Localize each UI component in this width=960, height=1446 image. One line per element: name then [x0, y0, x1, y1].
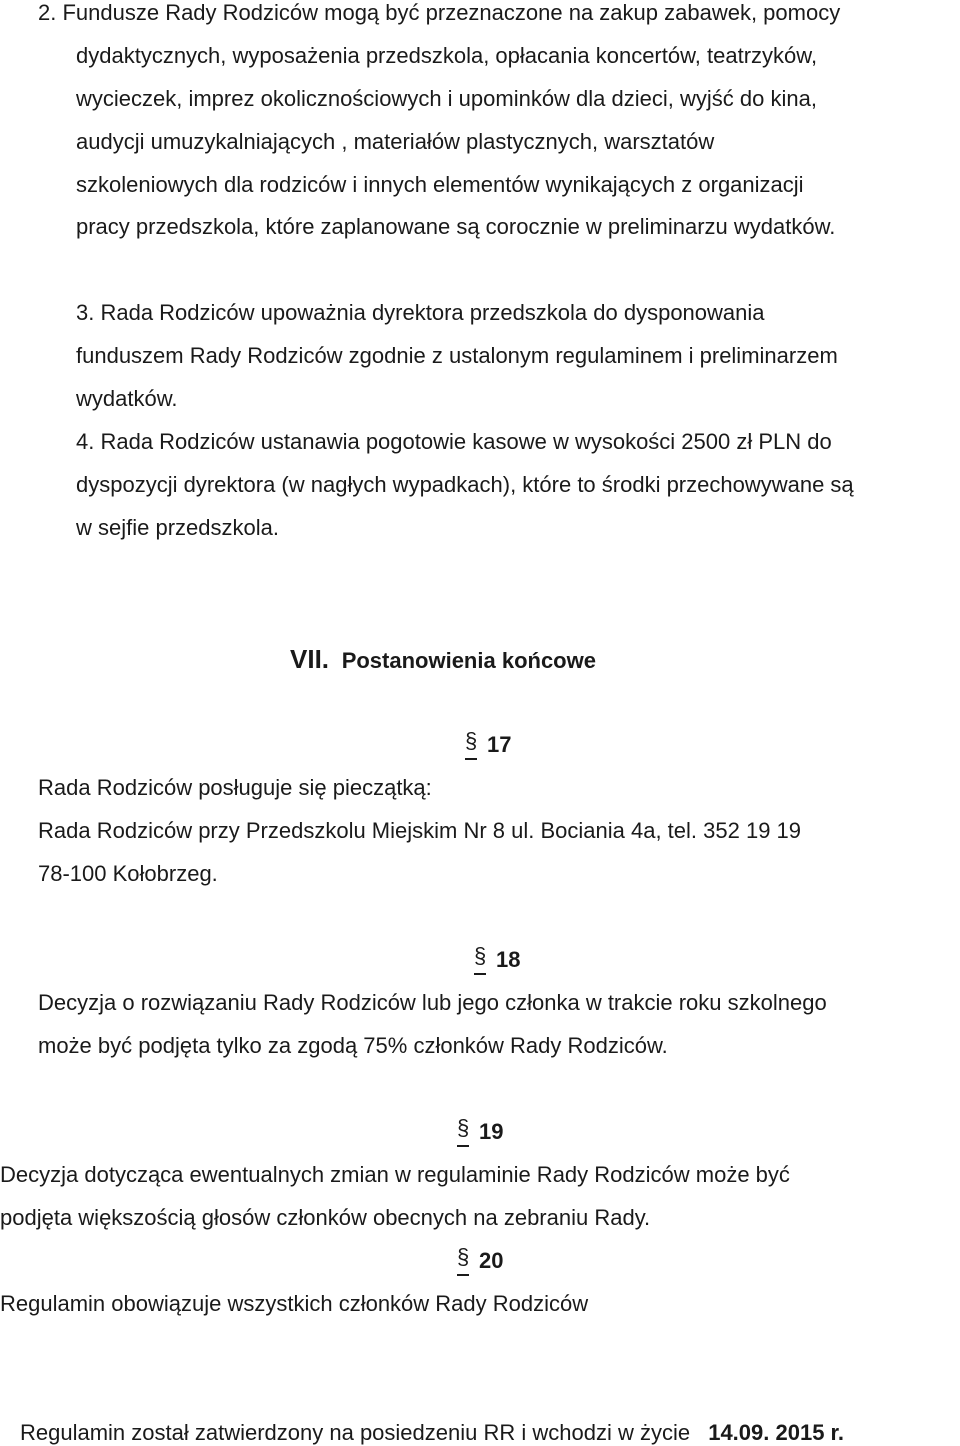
section-symbol-17: § [465, 728, 478, 753]
section-number-17: 17 [487, 732, 512, 757]
item-4-line-3: w sejfie przedszkola. [76, 515, 279, 540]
section-symbol-19: § [457, 1115, 470, 1140]
approval-footer [20, 1420, 844, 1446]
section-symbol-18: § [474, 943, 487, 968]
section-18-line-2: może być podjęta tylko za zgodą 75% członków Rady Rodziców. [38, 1033, 668, 1058]
section-symbol-20: § [457, 1244, 470, 1269]
section-18-mark [474, 943, 534, 977]
section-17-line-1: Rada Rodziców posługuje się pieczątką: [38, 775, 432, 800]
approval-text: Regulamin został zatwierdzony na posiedzeniu RR i wchodzi w życie [20, 1420, 697, 1445]
section-20-mark [457, 1244, 517, 1278]
item-2-line-1: 2. Fundusze Rady Rodziców mogą być przeznaczone na zakup zabawek, pomocy [38, 0, 841, 25]
chapter-roman: VII. [290, 644, 330, 674]
section-19-mark [457, 1115, 517, 1149]
section-19-line-2: podjęta większością głosów członków obecnych na zebraniu Rady. [0, 1205, 651, 1230]
section-number-19: 19 [479, 1119, 504, 1144]
section-17-mark [465, 728, 525, 762]
item-2-line-6: pracy przedszkola, które zaplanowane są corocznie w preliminarzu wydatków. [76, 214, 836, 239]
chapter-title: Postanowienia końcowe [341, 648, 596, 673]
section-number-18: 18 [496, 947, 521, 972]
item-4-line-2: dyspozycji dyrektora (w nagłych wypadkach), które to środki przechowywane są [76, 472, 854, 497]
section-17-line-2: Rada Rodziców przy Przedszkolu Miejskim Nr 8 ul. Bociania 4a, tel. 352 19 19 [38, 818, 802, 843]
section-number-20: 20 [479, 1248, 504, 1273]
item-3-line-3: wydatków. [76, 386, 178, 411]
item-3-line-2: funduszem Rady Rodziców zgodnie z ustalonym regulaminem i preliminarzem [76, 343, 838, 368]
item-3-line-1: 3. Rada Rodziców upoważnia dyrektora przedszkola do dysponowania [76, 300, 765, 325]
chapter-heading [290, 646, 596, 672]
item-2-line-4: audycji umuzykalniających , materiałów plastycznych, warsztatów [76, 129, 715, 154]
section-18-line-1: Decyzja o rozwiązaniu Rady Rodziców lub jego członka w trakcie roku szkolnego [38, 990, 827, 1015]
approval-date: 14.09. 2015 r. [708, 1420, 844, 1445]
item-2-line-2: dydaktycznych, wyposażenia przedszkola, opłacania koncertów, teatrzyków, [76, 43, 818, 68]
section-20-line-1: Regulamin obowiązuje wszystkich członków Rady Rodziców [0, 1291, 589, 1316]
section-19-line-1: Decyzja dotycząca ewentualnych zmian w regulaminie Rady Rodziców może być [0, 1162, 790, 1187]
item-4-line-1: 4. Rada Rodziców ustanawia pogotowie kasowe w wysokości 2500 zł PLN do [76, 429, 832, 454]
item-2-line-5: szkoleniowych dla rodziców i innych elementów wynikających z organizacji [76, 172, 804, 197]
section-17-line-3: 78-100 Kołobrzeg. [38, 861, 218, 886]
item-2-line-3: wycieczek, imprez okolicznościowych i upominków dla dzieci, wyjść do kina, [76, 86, 817, 111]
